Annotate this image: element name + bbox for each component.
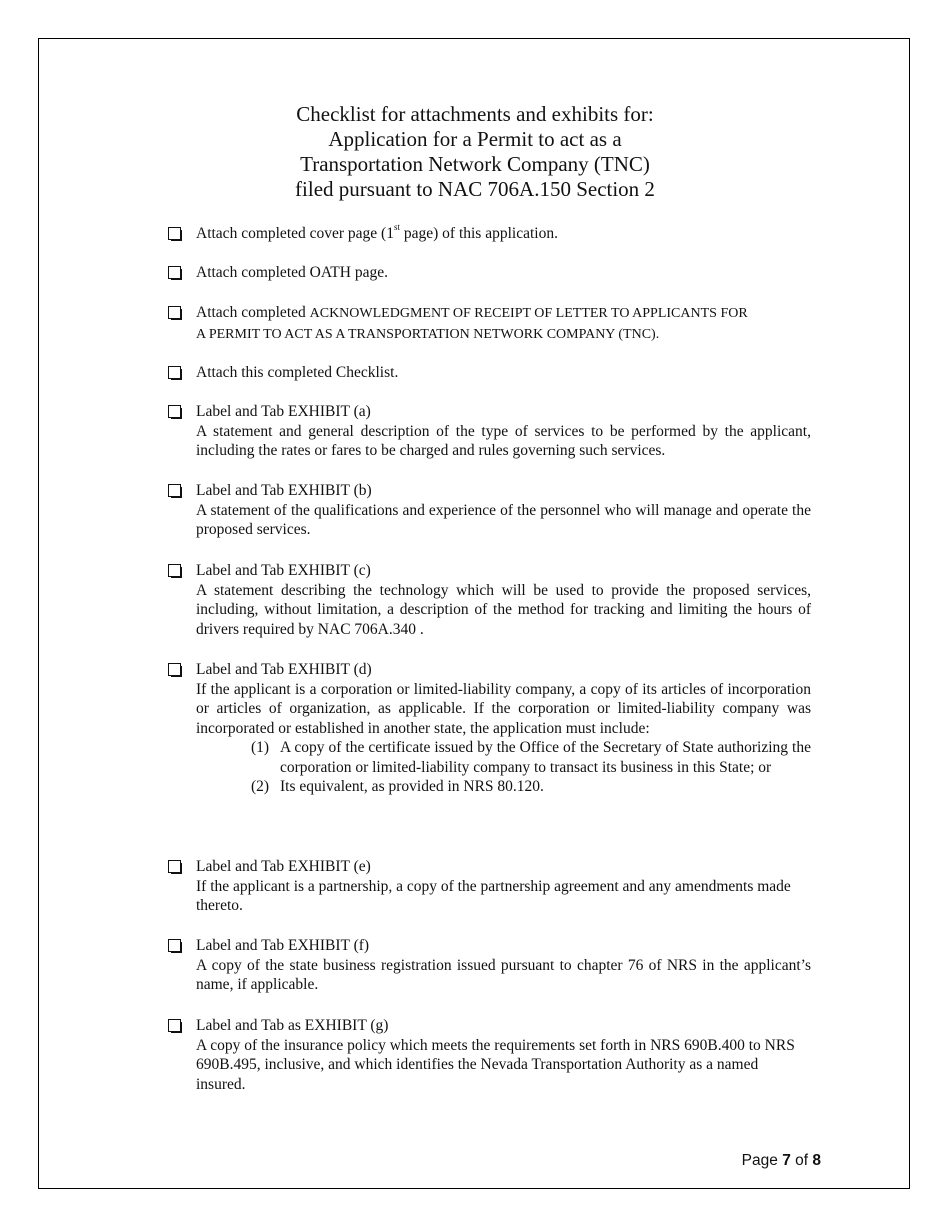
exhibit-heading: Label and Tab EXHIBIT (c) <box>196 562 371 579</box>
exhibit-description: A statement describing the technology which will be used to provide the proposed services, including, without limitation, a description of the method for tracking and limiting the hours of drivers required by NAC 706A.340 . <box>196 581 811 638</box>
superscript: st <box>393 221 400 232</box>
checklist-item-exhibit-e <box>168 857 811 916</box>
exhibit-description: A statement and general description of the type of services to be performed by the applicant, including the rates or fares to be charged and rules governing such services. <box>196 422 811 459</box>
of-label: of <box>795 1152 809 1169</box>
checkbox[interactable] <box>168 1019 181 1032</box>
checklist-item-checklist <box>168 363 811 383</box>
checklist-item-exhibit-a <box>168 402 811 461</box>
checkbox[interactable] <box>168 939 181 952</box>
exhibit-heading: Label and Tab EXHIBIT (d) <box>196 661 372 678</box>
item-text: Attach this completed Checklist. <box>196 364 399 381</box>
sub-item-text: A copy of the certificate issued by the Office of the Secretary of State authorizing the corporation or limited-liability company to transact its business in this State; or <box>280 739 811 776</box>
checklist-item-exhibit-g <box>168 1016 811 1094</box>
checklist-item-exhibit-d <box>168 660 811 797</box>
exhibit-heading: Label and Tab as EXHIBIT (g) <box>196 1017 389 1034</box>
sub-item-number: (2) <box>251 778 270 795</box>
checkbox[interactable] <box>168 484 181 497</box>
item-text: Attach completed cover page (1 <box>196 225 394 242</box>
title-line-4: filed pursuant to NAC 706A.150 Section 2 <box>295 177 655 201</box>
checkbox[interactable] <box>168 366 181 379</box>
checkbox[interactable] <box>168 306 181 319</box>
checklist-item-exhibit-f <box>168 936 811 995</box>
item-text: Attach completed OATH page. <box>196 264 388 281</box>
exhibit-description: If the applicant is a partnership, a copy of the partnership agreement and any amendments made thereto. <box>196 877 791 914</box>
checkbox[interactable] <box>168 663 181 676</box>
checklist-item-exhibit-b <box>168 481 811 540</box>
checkbox[interactable] <box>168 564 181 577</box>
title-line-1: Checklist for attachments and exhibits for: <box>296 102 654 126</box>
exhibit-heading: Label and Tab EXHIBIT (f) <box>196 937 370 954</box>
item-text: Attach completed <box>196 304 310 321</box>
checkbox[interactable] <box>168 860 181 873</box>
page-label: Page <box>741 1152 778 1169</box>
checklist-item-cover-page <box>168 221 811 244</box>
exhibit-heading: Label and Tab EXHIBIT (e) <box>196 858 371 875</box>
checklist-item-exhibit-c <box>168 561 811 639</box>
sub-item-text: Its equivalent, as provided in NRS 80.120. <box>280 778 544 795</box>
checklist-item-oath <box>168 263 811 283</box>
sub-item-1 <box>251 738 811 777</box>
sub-item-number: (1) <box>251 739 270 756</box>
item-text-caps: A PERMIT TO ACT AS A TRANSPORTATION NETWORK COMPANY (TNC). <box>196 326 660 342</box>
exhibit-description: If the applicant is a corporation or limited-liability company, a copy of its articles of incorporation or articles of organization, as applicable. If the corporation or limited-liability company was incorporated or established in another state, the application must include: <box>196 680 811 737</box>
sub-item-2 <box>251 777 811 797</box>
item-text-caps: ACKNOWLEDGMENT OF RECEIPT OF LETTER TO APPLICANTS FOR <box>309 306 748 321</box>
exhibit-heading: Label and Tab EXHIBIT (b) <box>196 482 372 499</box>
title-line-2: Application for a Permit to act as a <box>328 127 622 151</box>
page-title <box>0 102 950 202</box>
exhibit-description: A copy of the state business registration issued pursuant to chapter 76 of NRS in the applicant’s name, if applicable. <box>196 956 811 993</box>
exhibit-heading: Label and Tab EXHIBIT (a) <box>196 403 371 420</box>
title-line-3: Transportation Network Company (TNC) <box>300 152 650 176</box>
page-total: 8 <box>812 1152 821 1169</box>
exhibit-description: A copy of the insurance policy which meets the requirements set forth in NRS 690B.400 to NRS 690B.495, inclusive, and which identifies the Nevada Transportation Authority as a named insured. <box>196 1036 795 1093</box>
item-text: page) of this application. <box>399 225 558 242</box>
checkbox[interactable] <box>168 405 181 418</box>
checkbox[interactable] <box>168 266 181 279</box>
checkbox[interactable] <box>168 227 181 240</box>
checklist-item-acknowledgment <box>168 303 811 344</box>
page-current: 7 <box>782 1152 791 1169</box>
page-number <box>742 1152 821 1170</box>
exhibit-description: A statement of the qualifications and experience of the personnel who will manage and operate the proposed services. <box>196 501 811 538</box>
